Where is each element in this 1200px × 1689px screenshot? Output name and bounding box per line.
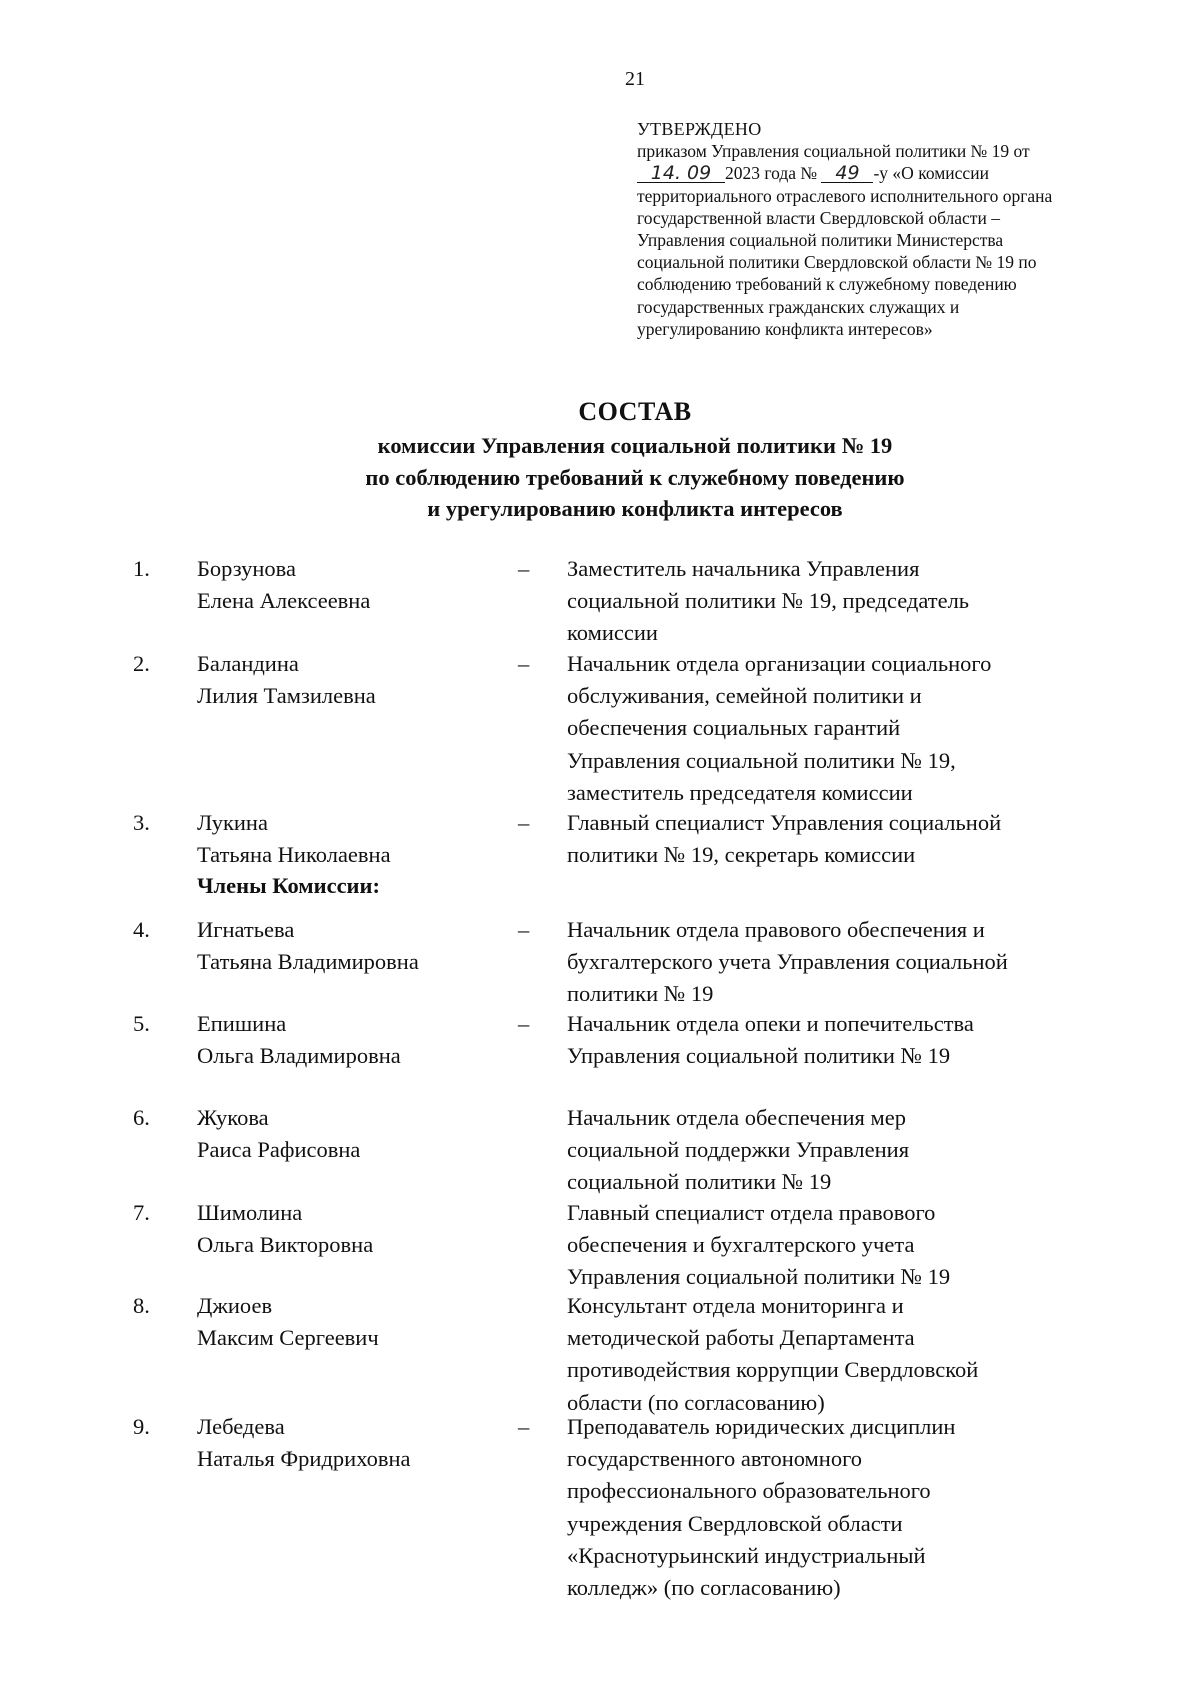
member-given-name: Татьяна Николаевна: [197, 842, 391, 868]
member-dash: –: [518, 651, 530, 676]
heading-subtitle: и урегулированию конфликта интересов: [427, 496, 843, 521]
member-role-line: Преподаватель юридических дисциплин: [567, 1414, 956, 1439]
member-given-name: Максим Сергеевич: [197, 1325, 379, 1351]
member-role-line: методической работы Департамента: [567, 1325, 915, 1351]
member-role-line: Управления социальной политики № 19,: [567, 747, 956, 773]
member-role: [567, 553, 1137, 650]
member-role-line: Начальник отдела организации социального: [567, 651, 992, 676]
member-role-line: профессионального образовательного: [567, 1478, 931, 1504]
handwritten-date: 14. 09: [637, 164, 725, 183]
member-dash: –: [518, 810, 530, 835]
approval-title: УТВЕРЖДЕНО: [637, 119, 762, 139]
member-dash: –: [518, 1414, 530, 1439]
member-role-line: обслуживания, семейной политики и: [567, 683, 922, 709]
member-name: [197, 914, 497, 978]
member-given-name: Ольга Викторовна: [197, 1232, 374, 1258]
member-role: [567, 1290, 1137, 1419]
approval-date-line: [637, 162, 1117, 184]
member-role-line: государственного автономного: [567, 1446, 863, 1472]
member-dash: –: [518, 1011, 530, 1036]
member-surname: Лебедева: [197, 1414, 285, 1439]
member-given-name: Наталья Фридриховна: [197, 1446, 411, 1472]
member-role: [567, 1102, 1137, 1199]
heading-subtitle: по соблюдению требований к служебному поведению: [365, 464, 905, 490]
member-role-line: социальной поддержки Управления: [567, 1137, 910, 1163]
member-role-line: социальной политики № 19: [567, 1169, 832, 1195]
member-number: 7.: [133, 1200, 150, 1225]
member-role-line: Начальник отдела опеки и попечительства: [567, 1011, 974, 1036]
member-role: [567, 1008, 1137, 1072]
member-dash: –: [518, 556, 530, 581]
member-given-name: Раиса Рафисовна: [197, 1137, 361, 1163]
member-role-line: заместитель председателя комиссии: [567, 779, 913, 805]
member-dash: –: [518, 917, 530, 942]
approval-line: соблюдению требований к служебному поведению: [637, 274, 1017, 295]
member-role: [567, 1197, 1137, 1294]
member-role-line: политики № 19, секретарь комиссии: [567, 842, 916, 868]
member-number: 3.: [133, 810, 150, 835]
member-role: [567, 807, 1137, 871]
approval-date-suffix: 2023 года №: [725, 163, 818, 184]
member-role-line: учреждения Свердловской области: [567, 1510, 903, 1536]
member-surname: Жукова: [197, 1105, 269, 1130]
member-given-name: Елена Алексеевна: [197, 588, 371, 614]
member-role-line: Главный специалист отдела правового: [567, 1200, 936, 1225]
members-section-header: Члены Комиссии:: [197, 873, 380, 898]
member-surname: Баландина: [197, 651, 299, 676]
member-role-line: Начальник отдела обеспечения мер: [567, 1105, 906, 1130]
member-name: [197, 1411, 497, 1475]
member-role-line: обеспечения социальных гарантий: [567, 715, 901, 741]
member-surname: Епишина: [197, 1011, 287, 1036]
member-role-line: бухгалтерского учета Управления социальной: [567, 949, 1008, 975]
member-role-line: Главный специалист Управления социальной: [567, 810, 1002, 835]
member-role-line: области (по согласованию): [567, 1389, 825, 1415]
heading-title: СОСТАВ: [578, 397, 692, 426]
member-role-line: комиссии: [567, 620, 658, 646]
member-number: 4.: [133, 917, 150, 942]
member-number: 8.: [133, 1293, 150, 1318]
member-surname: Шимолина: [197, 1200, 303, 1225]
approval-line: территориального отраслевого исполнительного органа: [637, 185, 1053, 206]
approval-line: урегулированию конфликта интересов»: [637, 318, 933, 339]
member-given-name: Ольга Владимировна: [197, 1043, 401, 1069]
member-name: [197, 1197, 497, 1261]
member-given-name: Татьяна Владимировна: [197, 949, 419, 975]
member-name: [197, 553, 497, 617]
approval-line-rest: -у «О комиссии: [873, 163, 989, 184]
member-role: [567, 914, 1137, 1011]
member-role: [567, 648, 1137, 809]
member-role-line: «Краснотурьинский индустриальный: [567, 1542, 926, 1568]
member-role-line: Управления социальной политики № 19: [567, 1264, 951, 1290]
member-name: [197, 1102, 497, 1166]
member-role-line: Заместитель начальника Управления: [567, 556, 920, 581]
member-number: 9.: [133, 1414, 150, 1439]
page-number: 21: [625, 68, 645, 90]
member-name: [197, 807, 497, 871]
member-role-line: политики № 19: [567, 981, 714, 1007]
member-surname: Лукина: [197, 810, 268, 835]
member-number: 6.: [133, 1105, 150, 1130]
member-name: [197, 1008, 497, 1072]
member-role-line: Консультант отдела мониторинга и: [567, 1293, 904, 1318]
member-name: [197, 648, 497, 712]
member-name: [197, 1290, 497, 1354]
heading-subtitle: комиссии Управления социальной политики № 19: [377, 433, 893, 458]
handwritten-order-number: 49: [821, 164, 873, 183]
approval-stamp: [637, 118, 1117, 340]
approval-line: государственных гражданских служащих и: [637, 296, 960, 317]
member-surname: Игнатьева: [197, 917, 295, 942]
member-role-line: противодействия коррупции Свердловской: [567, 1357, 979, 1383]
approval-line: социальной политики Свердловской области № 19 по: [637, 252, 1037, 273]
member-role-line: социальной политики № 19, председатель: [567, 588, 970, 614]
approval-line: государственной власти Свердловской области –: [637, 207, 1000, 228]
member-role-line: колледж» (по согласованию): [567, 1575, 841, 1601]
member-role: [567, 1411, 1137, 1604]
member-surname: Джиоев: [197, 1293, 273, 1318]
member-given-name: Лилия Тамзилевна: [197, 683, 376, 709]
member-role-line: обеспечения и бухгалтерского учета: [567, 1232, 915, 1258]
member-role-line: Управления социальной политики № 19: [567, 1043, 951, 1069]
member-number: 2.: [133, 651, 150, 676]
approval-line: Управления социальной политики Министерства: [637, 230, 1004, 251]
member-role-line: Начальник отдела правового обеспечения и: [567, 917, 985, 942]
member-number: 1.: [133, 556, 150, 581]
approval-line: приказом Управления социальной политики № 19 от: [637, 141, 1030, 162]
member-surname: Борзунова: [197, 556, 296, 581]
document-heading: [0, 394, 1200, 525]
member-number: 5.: [133, 1011, 150, 1036]
